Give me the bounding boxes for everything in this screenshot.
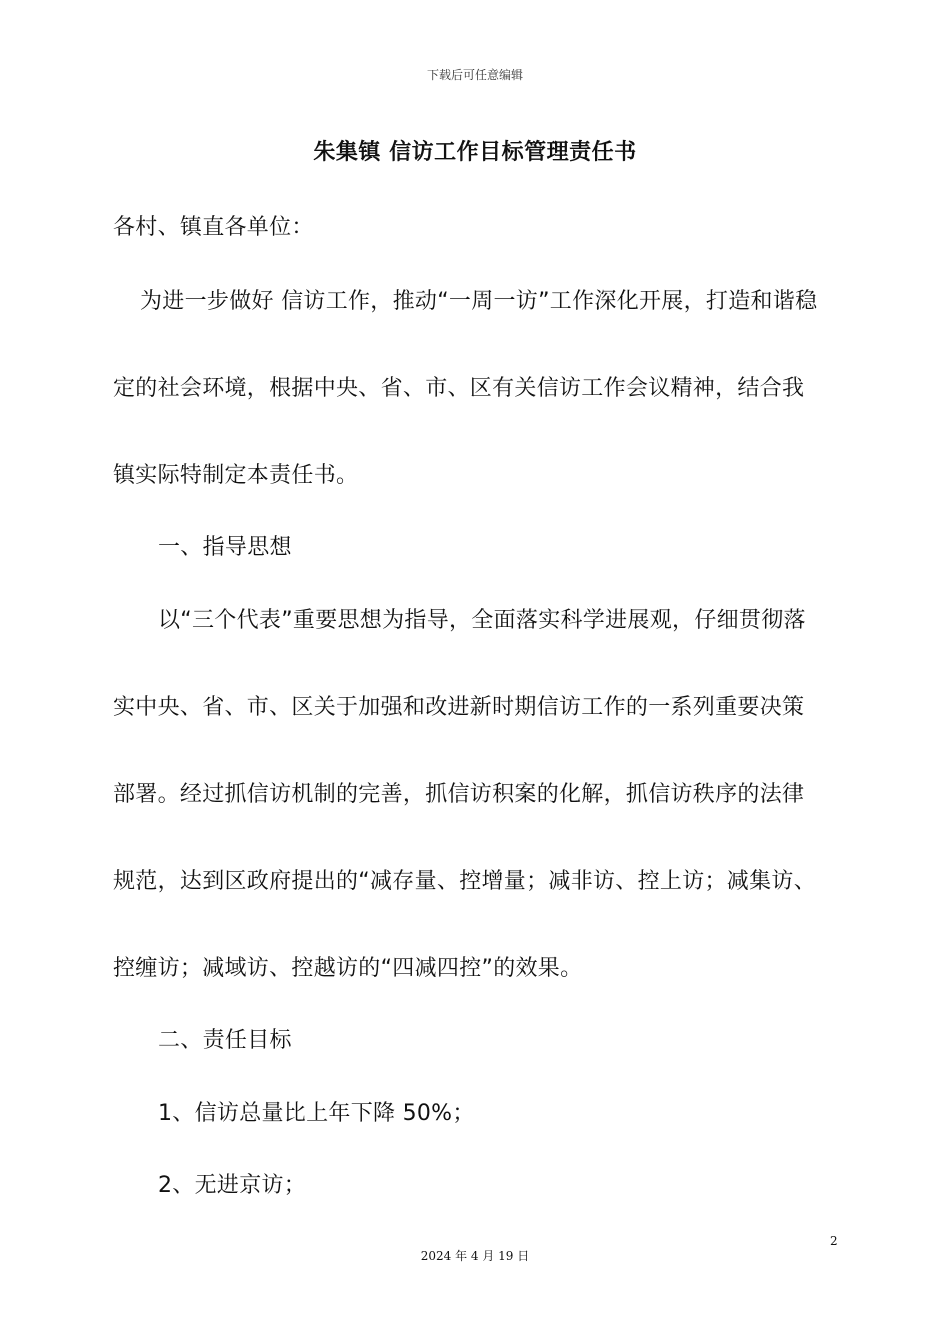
section-heading-guiding-thought: 一、指导思想	[158, 535, 292, 560]
section1-line-5: 控缠访；减域访、控越访的“四减四控”的效果。	[113, 956, 583, 981]
goal-item-1: 1、信访总量比上年下降 50%；	[158, 1101, 475, 1126]
section1-line-2: 实中央、省、市、区关于加强和改进新时期信访工作的一系列重要决策	[113, 695, 805, 720]
intro-line-3: 镇实际特制定本责任书。	[113, 463, 359, 488]
goal-item-2: 2、无进京访；	[158, 1173, 307, 1198]
intro-line-2: 定的社会环境，根据中央、省、市、区有关信访工作会议精神，结合我	[113, 376, 805, 401]
section1-line-4: 规范，达到区政府提出的“减存量、控增量；减非访、控上访；减集访、	[113, 869, 816, 894]
section1-line-3: 部署。经过抓信访机制的完善，抓信访积案的化解，抓信访秩序的法律	[113, 782, 805, 807]
page-header-note: 下载后可任意编辑	[426, 68, 523, 82]
page-footer-date: 2024 年 4 月 19 日	[420, 1249, 530, 1263]
document-title: 朱集镇 信访工作目标管理责任书	[313, 140, 637, 165]
salutation: 各村、镇直各单位：	[113, 215, 314, 240]
intro-line-1: 为进一步做好 信访工作，推动“一周一访”工作深化开展，打造和谐稳	[140, 289, 818, 314]
page-number: 2	[830, 1234, 838, 1248]
section-heading-responsibility-goals: 二、责任目标	[158, 1028, 292, 1053]
section1-line-1: 以“三个代表”重要思想为指导，全面落实科学进展观，仔细贯彻落	[158, 608, 806, 633]
